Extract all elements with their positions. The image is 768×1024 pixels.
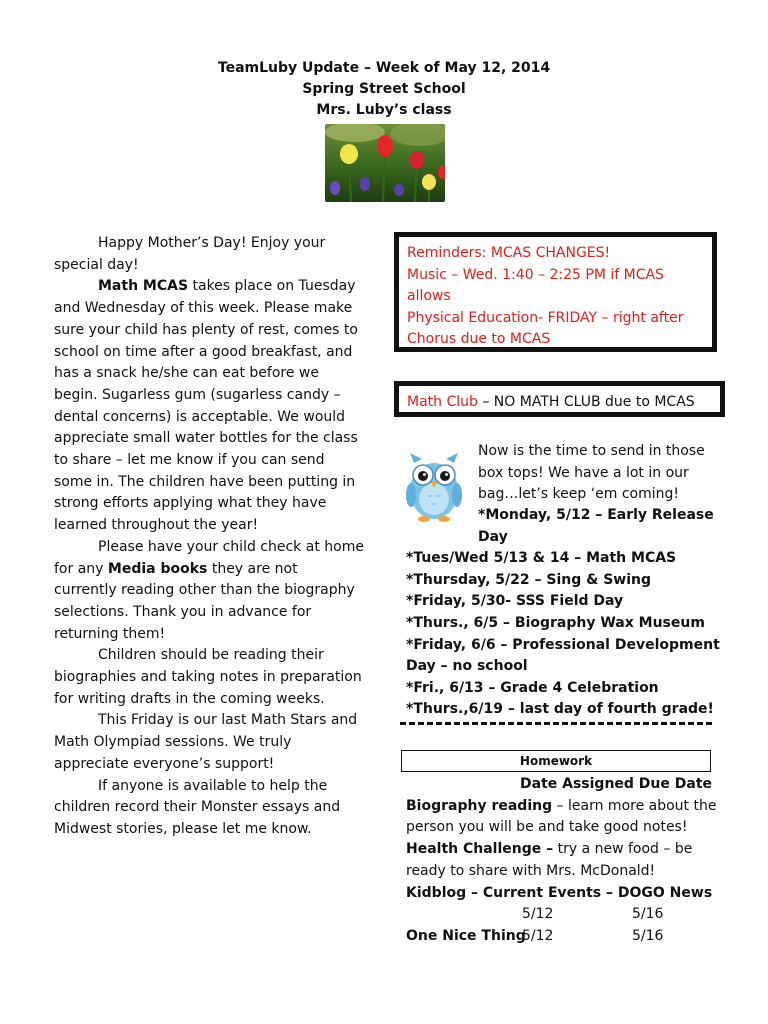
- letter-body: [54, 233, 364, 841]
- tulip-photo: [325, 124, 445, 202]
- greeting-paragraph: Happy Mother’s Day! Enjoy your special day!: [54, 235, 326, 273]
- event-item: *Friday, 6/6 – Professional Development Day – no school: [406, 636, 720, 675]
- kidblog-due: 5/16: [632, 906, 664, 923]
- math-club-text: – NO MATH CLUB due to MCAS: [477, 394, 695, 410]
- event-item: *Monday, 5/12 – Early Release Day: [478, 507, 714, 545]
- homework-column-header: Date Assigned Due Date: [520, 776, 713, 792]
- one-nice-thing-label: One Nice Thing: [406, 927, 526, 944]
- event-item: *Thursday, 5/22 – Sing & Swing: [406, 571, 652, 588]
- newsletter-title: TeamLuby Update – Week of May 12, 2014: [217, 60, 551, 76]
- reminder-pe: Physical Education- FRIDAY – right after Chorus due to MCAS: [407, 309, 684, 348]
- math-stars-paragraph: This Friday is our last Math Stars and Math Olympiad sessions. We truly appreciate everyone’s support!: [54, 712, 358, 772]
- box-tops-note: Now is the time to send in those box tops! We have a lot in our bag…let’s keep ‘em coming!: [478, 443, 705, 503]
- homework-biography: Biography reading – learn more about the person you will be and take good notes!: [406, 797, 717, 836]
- homework-kidblog: Kidblog – Current Events – DOGO News: [406, 884, 713, 901]
- event-item: *Tues/Wed 5/13 & 14 – Math MCAS: [406, 550, 677, 567]
- math-club-box: [394, 381, 725, 417]
- mcas-paragraph: Math MCAS takes place on Tuesday and Wednesday of this week. Please make sure your child has plenty of rest, comes to school on time after a good breakfast, and has a snack he/she can eat before we begin. Sugarless gum (sugarless candy – dental concerns) is acceptable. We would appreciate small water bottles for the class to share – let me know if you can send some in. The children have been putting in strong efforts applying what they have learned throughout the year!: [54, 278, 358, 534]
- homework-health: Health Challenge – try a new food – be ready to share with Mrs. McDonald!: [406, 841, 693, 879]
- divider: [400, 722, 712, 725]
- event-item: *Fri., 6/13 – Grade 4 Celebration: [406, 679, 659, 696]
- math-club-label: Math Club: [407, 394, 478, 410]
- homework-kidblog-dates: [406, 904, 726, 926]
- media-books-paragraph: Please have your child check at home for any Media books they are not currently reading other than the biography selections. Thank you in advance for returning them!: [54, 538, 364, 642]
- reminders-box: [394, 232, 717, 352]
- one-nice-assigned: 5/12: [522, 927, 554, 944]
- school-name: Spring Street School: [302, 81, 466, 97]
- reminder-music: Music – Wed. 1:40 – 2:25 PM if MCAS allows: [407, 266, 664, 305]
- event-item: *Thurs.,6/19 – last day of fourth grade!: [406, 701, 714, 718]
- kidblog-assigned: 5/12: [522, 906, 554, 923]
- reminders-heading: Reminders: MCAS CHANGES!: [407, 245, 611, 261]
- one-nice-due: 5/16: [632, 927, 664, 944]
- biographies-paragraph: Children should be reading their biographies and taking notes in preparation for writing drafts in the coming weeks.: [54, 647, 362, 707]
- event-item: *Thurs., 6/5 – Biography Wax Museum: [406, 614, 705, 631]
- events-list: [406, 505, 726, 721]
- homework-one-nice-thing: [406, 926, 726, 948]
- event-item: *Friday, 5/30- SSS Field Day: [406, 593, 624, 610]
- class-name: Mrs. Luby’s class: [316, 102, 452, 118]
- monster-essays-paragraph: If anyone is available to help the children record their Monster essays and Midwest stories, please let me know.: [54, 777, 341, 837]
- homework-title: Homework: [401, 750, 711, 772]
- homework-section: [406, 774, 726, 948]
